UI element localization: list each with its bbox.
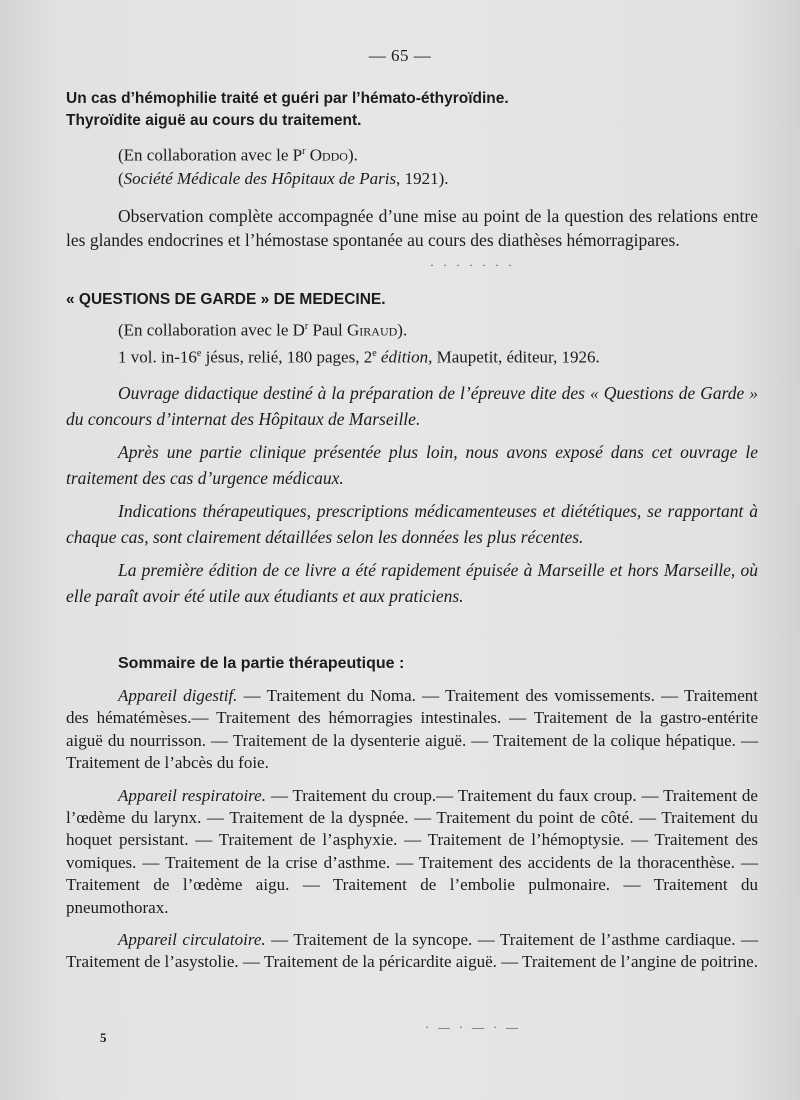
collaboration-line: (En collaboration avec le $D^r$ Paul Giraud). [118, 320, 408, 340]
source-journal: Société Médicale des Hôpitaux de Paris, [123, 168, 401, 188]
signature-mark: 5 [100, 1030, 107, 1045]
dotted-separator: · · · · · · · [430, 258, 515, 272]
section-circulatoire [66, 929, 758, 974]
source-line: (Société Médicale des Hôpitaux de Paris, 1921). [118, 168, 449, 188]
page-number: — 65 — [368, 46, 432, 65]
entry-title-line-2: Thyroïdite aiguë au cours du traitement. [66, 112, 362, 129]
collaborator-name: Oddo [309, 145, 348, 165]
dotted-separator-bottom: · — · — · — [425, 1020, 521, 1034]
section-respiratoire [66, 785, 758, 919]
therapeutic-summary [66, 653, 758, 974]
section-heading: Appareil respiratoire. [118, 785, 266, 805]
summary-title: Sommaire de la partie thérapeutique : [118, 655, 405, 672]
entry-description: Observation complète accompagnée d’une mise au point de la question des relations entre les glandes endocrines et l’hémostase spontanée au cours des diathèses hémorragipares. [66, 205, 758, 250]
collaboration-line: (En collaboration avec le $P^r$ Oddo). [118, 145, 358, 165]
paragraph-content: Après une partie clinique présentée plus loin, nous avons exposé dans cet ouvrage le traitement des cas d’urgence médicaux. [66, 442, 758, 489]
entry-hemophilie [66, 88, 758, 252]
entry-questions-de-garde [66, 289, 758, 609]
section-digestif [66, 685, 758, 775]
collaborator-name: Giraud [347, 320, 398, 340]
paragraph-purpose: Ouvrage didactique destiné à la préparation de l’épreuve dite des « Questions de Garde » du concours d’internat des Hôpitaux de Marseille. [66, 383, 758, 430]
section-text: — Traitement du Noma. — Traitement des vomissements. — Traitement des hématémèses.— Traitement des hémorragies intestinales. — Traitement de la gastro-entérite aiguë du nourrisson. — Traitement de la dysenterie aiguë. — Traitement de la colique hépatique. — Traitement de l’abcès du foie. [66, 686, 758, 773]
entry-title: « QUESTIONS DE GARDE » DE MEDECINE. [66, 291, 386, 308]
paragraph-indications: Indications thérapeutiques, prescriptions médicamenteuses et diététiques, se rapportant à chaque cas, sont clairement détaillées selon les données les plus récentes. [66, 501, 758, 548]
section-text: — Traitement de la syncope. — Traitement de l’asthme cardiaque. — Traitement de l’asystolie. — Traitement de la péricardite aiguë. — Traitement de l’angine de poitrine. [66, 930, 758, 972]
paragraph-edition: La première édition de ce livre a été rapidement épuisée à Marseille et hors Marseille, où elle paraît avoir été utile aux étudiants et aux praticiens. [66, 560, 758, 607]
section-heading: Appareil circulatoire. [118, 930, 266, 950]
section-heading: Appareil digestif. [118, 686, 238, 705]
publication-line: 1 vol. in-16e jésus, relié, 180 pages, 2e édition, Maupetit, éditeur, 1926. [118, 347, 600, 367]
section-text: — Traitement du croup.— Traitement du faux croup. — Traitement de l’œdème du larynx. — Traitement de la dyspnée. — Traitement du point de côté. — Traitement du hoquet persistant. — Traitement de l’asphyxie. — Traitement de l’hémoptysie. — Traitement des vomiques. — Traitement de la crise d’asthme. — Traitement des accidents de la thoracenthèse. — Traitement de l’œdème aigu. — Traitement de l’embolie pulmonaire. — Traitement du pneumothorax. [66, 785, 758, 917]
entry-title-line-1: Un cas d’hémophilie traité et guéri par l’hémato-éthyroïdine. [66, 90, 509, 107]
